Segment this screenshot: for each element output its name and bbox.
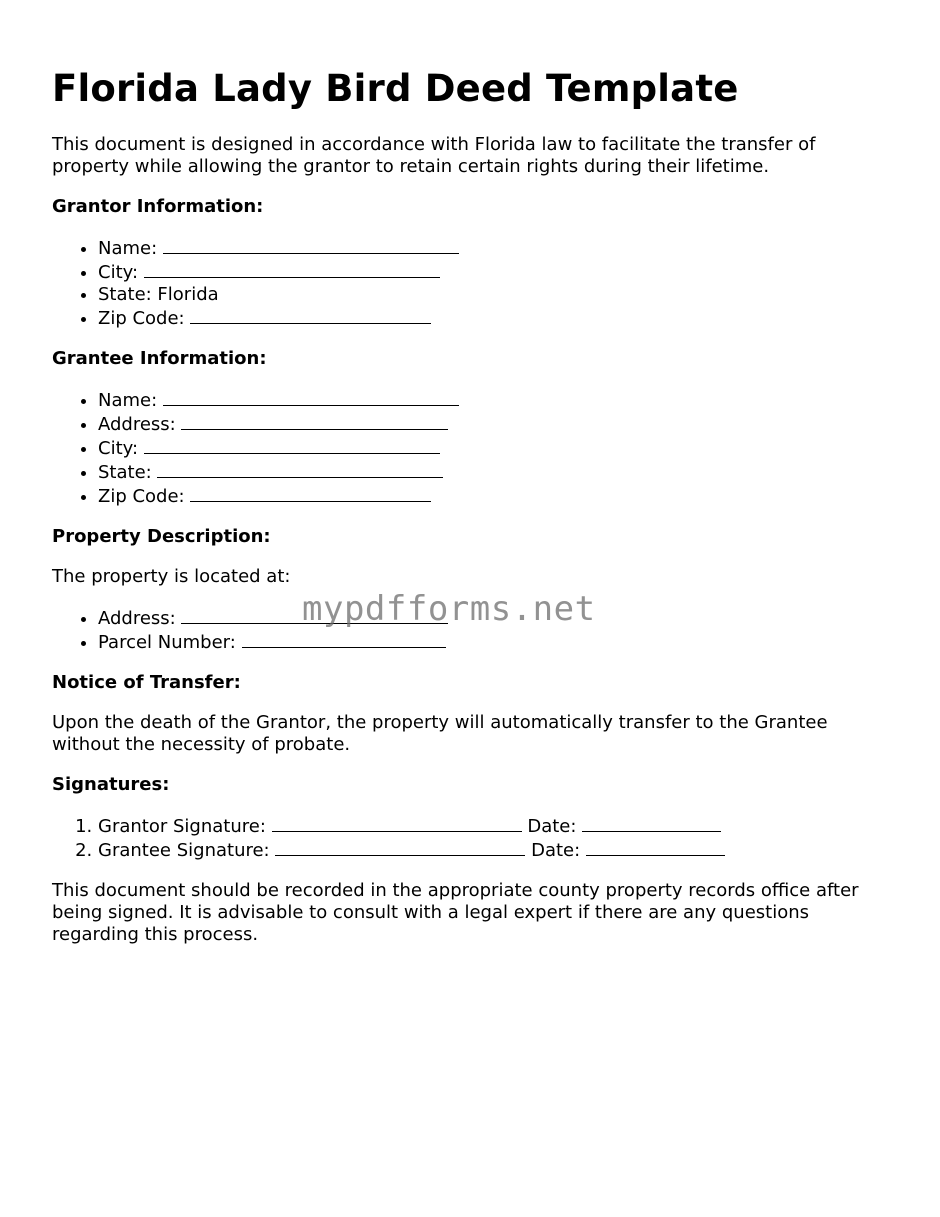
grantee-city-item [98,436,892,460]
grantor-city-field[interactable] [144,260,440,278]
grantor-city-item [98,260,892,284]
grantee-signature-item [98,838,892,862]
notice-heading: Notice of Transfer: [52,672,241,693]
property-address-label: Address: [98,608,176,629]
grantee-heading: Grantee Information: [52,348,267,369]
grantor-heading: Grantor Information: [52,196,264,217]
property-parcel-label: Parcel Number: [98,632,236,653]
grantor-name-item [98,236,892,260]
closing-paragraph: This document should be recorded in the appropriate county property records office after being signed. It is advisable to consult with a legal expert if there are any questions regarding this process. [52,880,859,945]
grantee-name-item [98,388,892,412]
grantee-address-label: Address: [98,414,176,435]
property-list [52,606,892,654]
grantor-city-label: City: [98,262,139,283]
grantee-state-field[interactable] [157,460,443,478]
grantor-state-item [98,284,892,306]
grantor-zip-item [98,306,892,330]
grantor-date-label: Date: [527,816,577,837]
grantor-list [52,236,892,330]
watermark-text: mypdfforms.net [302,589,596,629]
grantee-zip-field[interactable] [190,484,431,502]
property-located-text: The property is located at: [52,566,291,587]
intro-paragraph: This document is designed in accordance with Florida law to facilitate the transfer of property while allowing the grantor to retain certain rights during their lifetime. [52,134,816,177]
grantee-address-item [98,412,892,436]
grantee-date-label: Date: [531,840,581,861]
property-address-item [98,606,892,630]
grantee-name-field[interactable] [163,388,459,406]
property-parcel-field[interactable] [242,630,446,648]
grantee-signature-label: Grantee Signature: [98,840,270,861]
grantee-city-field[interactable] [144,436,440,454]
property-address-field[interactable] [181,606,448,624]
property-heading: Property Description: [52,526,271,547]
grantee-state-label: State: [98,462,152,483]
signatures-list [52,814,892,862]
grantor-signature-label: Grantor Signature: [98,816,266,837]
grantor-name-label: Name: [98,238,158,259]
document-title: Florida Lady Bird Deed Template [52,67,739,110]
grantor-date-field[interactable] [582,814,721,832]
grantor-state-label: State: Florida [98,284,219,305]
document-page [52,66,892,964]
grantor-signature-field[interactable] [272,814,522,832]
grantee-date-field[interactable] [586,838,725,856]
grantee-list [52,388,892,508]
property-parcel-item [98,630,892,654]
grantee-address-field[interactable] [181,412,448,430]
grantee-zip-label: Zip Code: [98,486,185,507]
grantor-name-field[interactable] [163,236,459,254]
grantee-city-label: City: [98,438,139,459]
signatures-heading: Signatures: [52,774,170,795]
notice-paragraph: Upon the death of the Grantor, the property will automatically transfer to the Grantee without the necessity of probate. [52,712,828,755]
grantor-zip-label: Zip Code: [98,308,185,329]
grantee-zip-item [98,484,892,508]
grantee-signature-field[interactable] [275,838,525,856]
grantee-name-label: Name: [98,390,158,411]
grantee-state-item [98,460,892,484]
grantor-zip-field[interactable] [190,306,431,324]
grantor-signature-item [98,814,892,838]
